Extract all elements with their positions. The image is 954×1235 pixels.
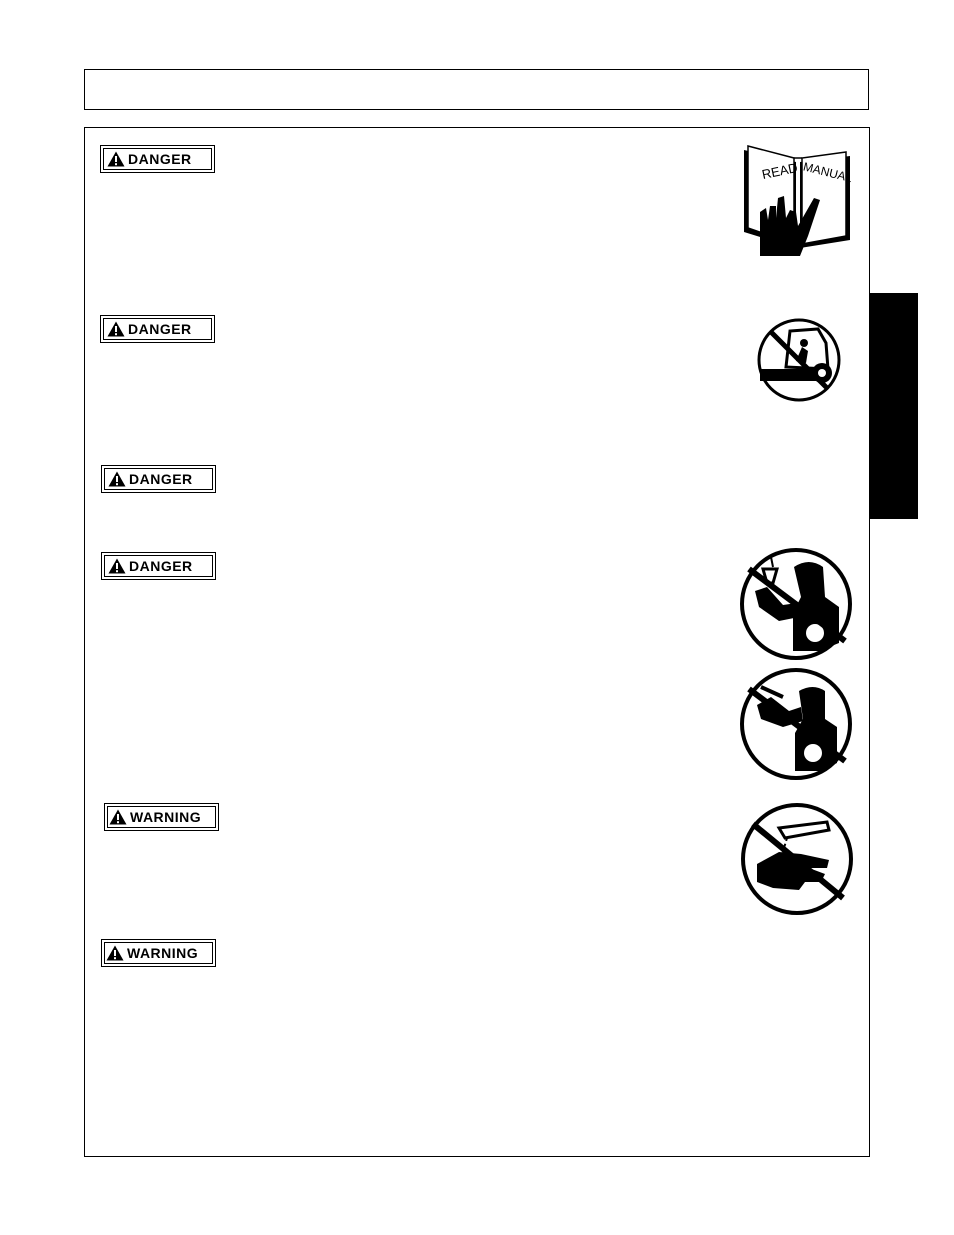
no-smoking-icon: [739, 667, 854, 782]
read-text: READ: [760, 159, 799, 183]
no-skin-contact-icon: [739, 802, 855, 916]
danger-badge-1: [100, 145, 215, 173]
page-header-box: [84, 69, 869, 110]
warning-triangle-icon: [107, 151, 125, 167]
badge-label: DANGER: [128, 151, 192, 167]
danger-badge-2: [100, 315, 215, 343]
warning-badge-1: [104, 803, 219, 831]
badge-label: WARNING: [130, 809, 202, 825]
section-tab[interactable]: [869, 293, 918, 519]
warning-triangle-icon: [106, 945, 124, 961]
warning-triangle-icon: [109, 809, 127, 825]
no-riders-icon: [756, 317, 842, 403]
badge-label: DANGER: [128, 321, 192, 337]
warning-triangle-icon: [108, 558, 126, 574]
badge-label: DANGER: [129, 558, 193, 574]
danger-badge-3: [101, 465, 216, 493]
danger-badge-4: [101, 552, 216, 580]
warning-badge-2: [101, 939, 216, 967]
warning-triangle-icon: [108, 471, 126, 487]
manual-text: MANUAL: [801, 159, 854, 186]
badge-label: WARNING: [127, 945, 199, 961]
warning-triangle-icon: [107, 321, 125, 337]
read-manual-icon: [738, 140, 856, 258]
no-eating-drinking-icon: [739, 547, 854, 662]
badge-label: DANGER: [129, 471, 193, 487]
